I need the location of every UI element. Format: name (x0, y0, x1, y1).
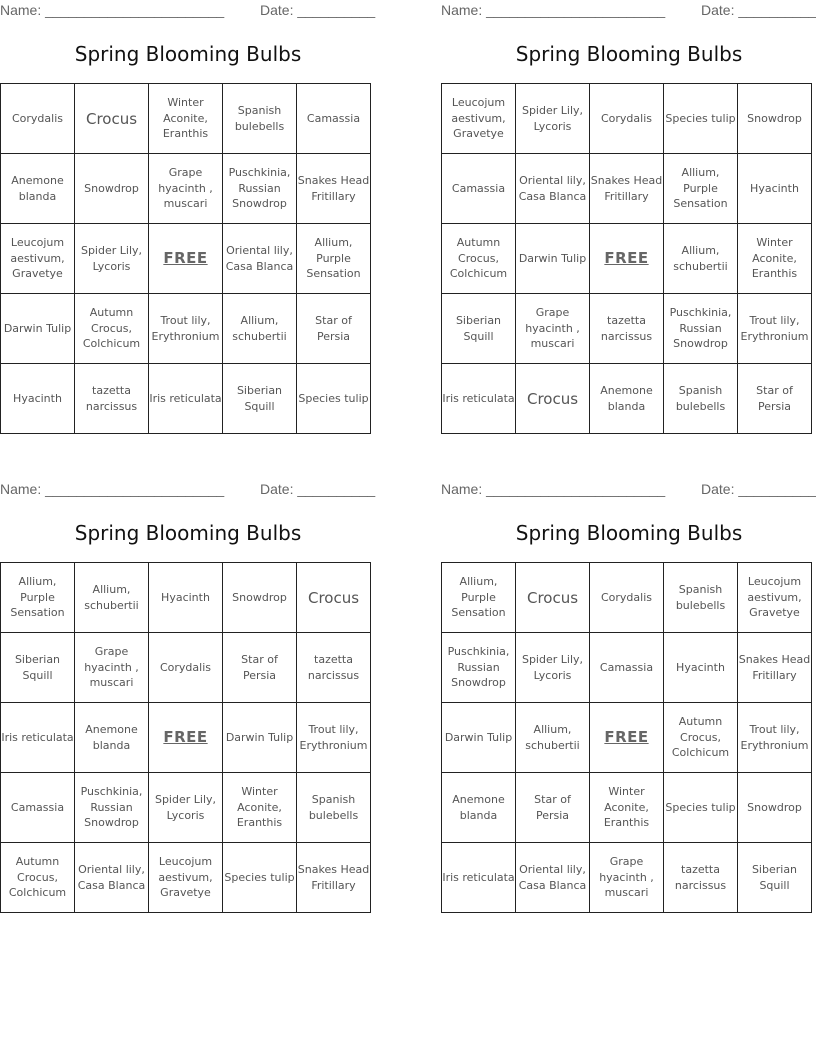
grid-row (1, 843, 371, 913)
grid-cell: Trout lily, Erythronium (738, 703, 812, 773)
grid-cell: Species tulip (664, 84, 738, 154)
grid-cell: Winter Aconite, Eranthis (590, 773, 664, 843)
grid-cell: Allium, schubertii (223, 294, 297, 364)
grid-cell: Spider Lily, Lycoris (149, 773, 223, 843)
grid-cell: Leucojum aestivum, Gravetye (738, 563, 812, 633)
grid-cell: Corydalis (149, 633, 223, 703)
grid-cell: Snowdrop (223, 563, 297, 633)
grid-cell: Iris reticulata (442, 364, 516, 434)
grid-cell: Camassia (297, 84, 371, 154)
grid-row (1, 154, 371, 224)
grid-row (442, 224, 812, 294)
grid-cell: Corydalis (590, 84, 664, 154)
grid-cell: Anemone blanda (590, 364, 664, 434)
grid-cell: Leucojum aestivum, Gravetye (442, 84, 516, 154)
bingo-card (0, 0, 376, 434)
grid-cell: Iris reticulata (1, 703, 75, 773)
bingo-card (441, 479, 816, 913)
grid-cell: tazetta narcissus (297, 633, 371, 703)
grid-cell: Puschkinia, Russian Snowdrop (75, 773, 149, 843)
grid-cell: Camassia (590, 633, 664, 703)
grid-cell: Spanish bulebells (223, 84, 297, 154)
grid-cell: Grape hyacinth , muscari (516, 294, 590, 364)
grid-cell: Species tulip (223, 843, 297, 913)
grid-cell: Hyacinth (1, 364, 75, 434)
grid-cell: Snowdrop (738, 773, 812, 843)
grid-cell: Crocus (297, 563, 371, 633)
free-space-cell: FREE (149, 703, 223, 773)
grid-cell: Autumn Crocus, Colchicum (442, 224, 516, 294)
grid-cell: Hyacinth (738, 154, 812, 224)
grid-row (442, 154, 812, 224)
grid-cell: Winter Aconite, Eranthis (738, 224, 812, 294)
date-field: Date: __________ (701, 481, 816, 497)
grid-cell: Allium, schubertii (516, 703, 590, 773)
grid-row (1, 773, 371, 843)
grid-cell: Allium, Purple Sensation (442, 563, 516, 633)
grid-row (1, 224, 371, 294)
grid-row (1, 633, 371, 703)
grid-cell: Puschkinia, Russian Snowdrop (442, 633, 516, 703)
grid-row (442, 843, 812, 913)
grid-cell: Oriental lily, Casa Blanca (516, 843, 590, 913)
grid-row (1, 703, 371, 773)
grid-cell: Grape hyacinth , muscari (75, 633, 149, 703)
grid-cell: Hyacinth (664, 633, 738, 703)
grid-cell: Spider Lily, Lycoris (75, 224, 149, 294)
grid-cell: tazetta narcissus (75, 364, 149, 434)
date-field: Date: __________ (260, 2, 376, 18)
grid-cell: Darwin Tulip (1, 294, 75, 364)
grid-cell: Leucojum aestivum, Gravetye (1, 224, 75, 294)
grid-cell: Snakes Head Fritillary (738, 633, 812, 703)
grid-cell: Allium, Purple Sensation (297, 224, 371, 294)
grid-cell: Spanish bulebells (297, 773, 371, 843)
grid-row (442, 773, 812, 843)
grid-cell: Darwin Tulip (223, 703, 297, 773)
grid-cell: Snowdrop (75, 154, 149, 224)
grid-cell: Anemone blanda (75, 703, 149, 773)
grid-cell: Darwin Tulip (516, 224, 590, 294)
grid-cell: Darwin Tulip (442, 703, 516, 773)
grid-cell: Autumn Crocus, Colchicum (664, 703, 738, 773)
grid-cell: Allium, schubertii (664, 224, 738, 294)
grid-cell: Spider Lily, Lycoris (516, 84, 590, 154)
card-title: Spring Blooming Bulbs (515, 521, 743, 545)
grid-cell: Leucojum aestivum, Gravetye (149, 843, 223, 913)
grid-cell: Iris reticulata (149, 364, 223, 434)
grid-cell: Puschkinia, Russian Snowdrop (223, 154, 297, 224)
grid-cell: Autumn Crocus, Colchicum (75, 294, 149, 364)
grid-cell: tazetta narcissus (590, 294, 664, 364)
grid-cell: Grape hyacinth , muscari (149, 154, 223, 224)
bingo-grid (0, 562, 371, 913)
grid-cell: Puschkinia, Russian Snowdrop (664, 294, 738, 364)
grid-cell: Oriental lily, Casa Blanca (516, 154, 590, 224)
grid-cell: Snakes Head Fritillary (297, 843, 371, 913)
grid-cell: Snakes Head Fritillary (590, 154, 664, 224)
grid-cell: Trout lily, Erythronium (149, 294, 223, 364)
grid-cell: Winter Aconite, Eranthis (223, 773, 297, 843)
grid-cell: Siberian Squill (442, 294, 516, 364)
grid-cell: Trout lily, Erythronium (297, 703, 371, 773)
bingo-card (441, 0, 816, 434)
bingo-card (0, 479, 376, 913)
grid-cell: Anemone blanda (1, 154, 75, 224)
free-space-cell: FREE (590, 703, 664, 773)
grid-row (442, 633, 812, 703)
grid-cell: Hyacinth (149, 563, 223, 633)
grid-row (1, 84, 371, 154)
free-space-cell: FREE (149, 224, 223, 294)
grid-cell: Snakes Head Fritillary (297, 154, 371, 224)
bingo-grid (441, 83, 812, 434)
date-field: Date: __________ (701, 2, 816, 18)
grid-cell: Crocus (75, 84, 149, 154)
grid-cell: Crocus (516, 563, 590, 633)
grid-cell: Allium, Purple Sensation (664, 154, 738, 224)
grid-cell: Spider Lily, Lycoris (516, 633, 590, 703)
grid-cell: Anemone blanda (442, 773, 516, 843)
grid-cell: Species tulip (297, 364, 371, 434)
name-field: Name: _______________________ (0, 481, 225, 497)
grid-cell: Species tulip (664, 773, 738, 843)
grid-cell: Crocus (516, 364, 590, 434)
grid-cell: Iris reticulata (442, 843, 516, 913)
grid-row (442, 84, 812, 154)
grid-cell: Spanish bulebells (664, 563, 738, 633)
grid-cell: Star of Persia (738, 364, 812, 434)
grid-cell: Corydalis (1, 84, 75, 154)
free-space-cell: FREE (590, 224, 664, 294)
grid-row (442, 703, 812, 773)
grid-cell: Star of Persia (297, 294, 371, 364)
name-field: Name: _______________________ (441, 2, 666, 18)
grid-cell: Allium, schubertii (75, 563, 149, 633)
grid-cell: Oriental lily, Casa Blanca (223, 224, 297, 294)
grid-cell: tazetta narcissus (664, 843, 738, 913)
grid-cell: Camassia (1, 773, 75, 843)
grid-cell: Autumn Crocus, Colchicum (1, 843, 75, 913)
card-title: Spring Blooming Bulbs (74, 521, 302, 545)
grid-cell: Star of Persia (223, 633, 297, 703)
grid-row (442, 294, 812, 364)
grid-cell: Grape hyacinth , muscari (590, 843, 664, 913)
grid-cell: Allium, Purple Sensation (1, 563, 75, 633)
grid-cell: Spanish bulebells (664, 364, 738, 434)
grid-cell: Siberian Squill (223, 364, 297, 434)
date-field: Date: __________ (260, 481, 376, 497)
card-title: Spring Blooming Bulbs (74, 42, 302, 66)
grid-row (442, 563, 812, 633)
grid-cell: Winter Aconite, Eranthis (149, 84, 223, 154)
grid-cell: Star of Persia (516, 773, 590, 843)
grid-cell: Siberian Squill (1, 633, 75, 703)
grid-cell: Snowdrop (738, 84, 812, 154)
grid-cell: Corydalis (590, 563, 664, 633)
name-field: Name: _______________________ (0, 2, 225, 18)
name-field: Name: _______________________ (441, 481, 666, 497)
grid-row (1, 364, 371, 434)
grid-cell: Oriental lily, Casa Blanca (75, 843, 149, 913)
grid-cell: Trout lily, Erythronium (738, 294, 812, 364)
bingo-grid (0, 83, 371, 434)
bingo-grid (441, 562, 812, 913)
grid-row (1, 563, 371, 633)
card-title: Spring Blooming Bulbs (515, 42, 743, 66)
grid-row (442, 364, 812, 434)
grid-cell: Camassia (442, 154, 516, 224)
grid-row (1, 294, 371, 364)
grid-cell: Siberian Squill (738, 843, 812, 913)
